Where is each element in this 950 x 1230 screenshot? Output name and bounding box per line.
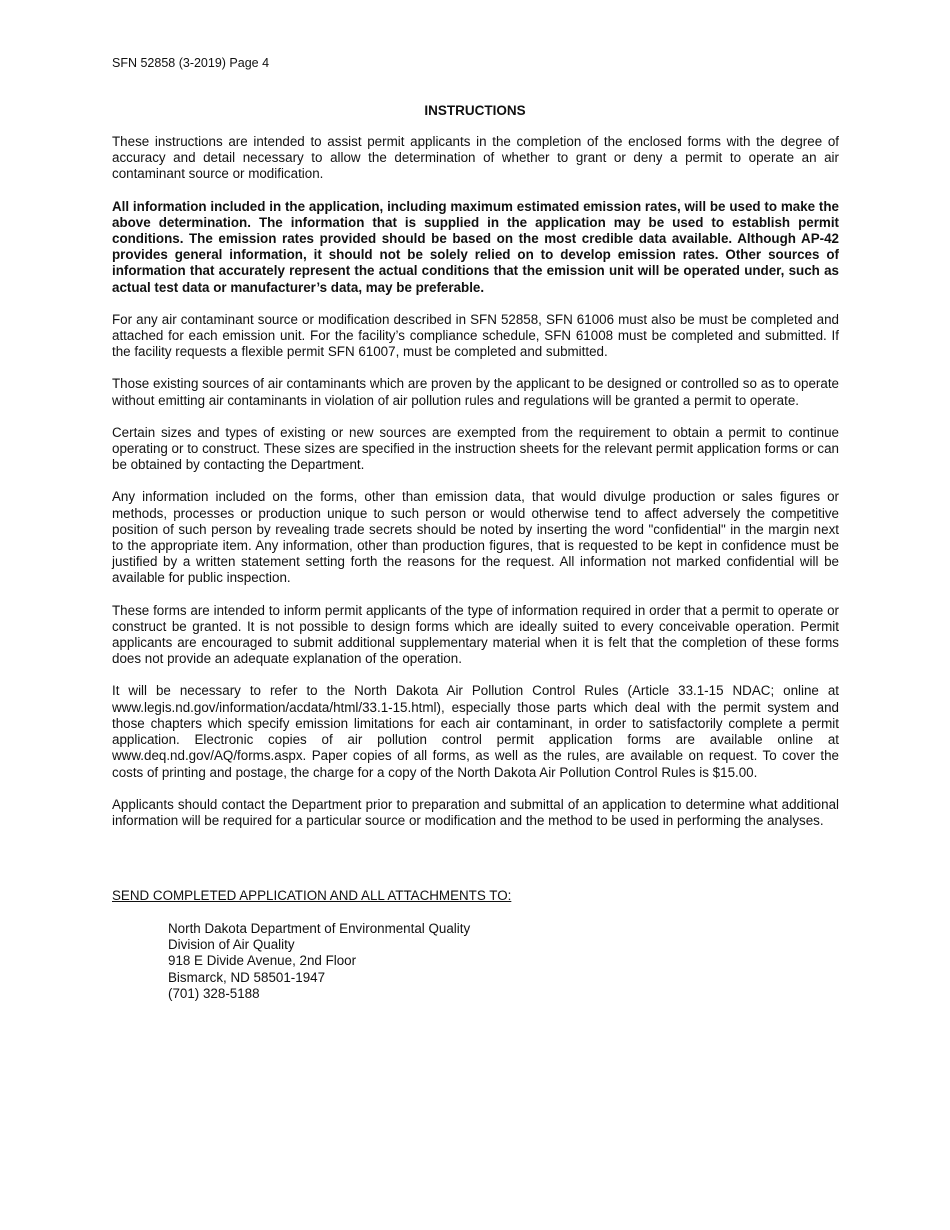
- paragraph-contact-department: Applicants should contact the Department prior to preparation and submittal of an application to determine what additional information will be required for a particular source or modification and the method to be used in performing the analyses.: [112, 796, 839, 828]
- form-page-header: SFN 52858 (3-2019) Page 4: [112, 56, 270, 70]
- paragraph-required-forms: For any air contaminant source or modification described in SFN 52858, SFN 61006 must also be must be completed and attached for each emission unit. For the facility’s compliance schedule, SFN 61008 must be completed and submitted. If the facility requests a flexible permit SFN 61007, must be completed and submitted.: [112, 311, 839, 360]
- paragraph-rules-reference: It will be necessary to refer to the North Dakota Air Pollution Control Rules (Article 33.1-15 NDAC; online at www.legis.nd.gov/information/acdata/html/33.1-15.html), especially those parts which deal with the permit system and those chapters which specify emission limitations for each air contaminant, in order to satisfactorily complete a permit application. Electronic copies of air pollution control permit application forms are available online at www.deq.nd.gov/AQ/forms.aspx. Paper copies of all forms, as well as the rules, are available on request. To cover the costs of printing and postage, the charge for a copy of the North Dakota Air Pollution Control Rules is $15.00.: [112, 683, 839, 780]
- address-street: 918 E Divide Avenue, 2nd Floor: [168, 953, 357, 969]
- paragraph-purpose: These instructions are intended to assist permit applicants in the completion of the enclosed forms with the degree of accuracy and detail necessary to allow the determination of whether to grant or deny a permit to operate an air contaminant source or modification.: [112, 134, 839, 182]
- send-to-heading: SEND COMPLETED APPLICATION AND ALL ATTACHMENTS TO:: [112, 888, 512, 903]
- address-phone: (701) 328-5188: [168, 985, 260, 1001]
- paragraph-confidential-info: Any information included on the forms, other than emission data, that would divulge production or sales figures or methods, processes or production unique to such person or would otherwise tend to affect adversely the competitive position of such person by revealing trade secrets should be noted by inserting the word "confidential" in the margin next to the appropriate item. Any information, other than production figures, that is requested to be kept in confidence must be justified by a written statement setting forth the reasons for the request. All information not marked confidential will be available for public inspection.: [112, 489, 839, 586]
- paragraph-emission-rates-notice: All information included in the application, including maximum estimated emission rates, will be used to make the above determination. The information that is supplied in the application may be used to establish permit conditions. The emission rates provided should be based on the most credible data available. Although AP-42 provides general information, it should not be solely relied on to develop emission rates. Other sources of information that accurately represent the actual conditions that the emission unit will be operated under, such as actual test data or manufacturer’s data, may be preferable.: [112, 198, 839, 295]
- address-organization: North Dakota Department of Environmental Quality: [168, 921, 471, 936]
- instructions-body: [112, 134, 839, 845]
- address-city-state-zip: Bismarck, ND 58501-1947: [168, 969, 326, 985]
- paragraph-exemptions: Certain sizes and types of existing or new sources are exempted from the requirement to obtain a permit to continue operating or to construct. These sizes are specified in the instruction sheets for the relevant permit application forms or can be obtained by contacting the Department.: [112, 424, 839, 473]
- paragraph-existing-sources: Those existing sources of air contaminants which are proven by the applicant to be designed or controlled so as to operate without emitting air contaminants in violation of air pollution rules and regulations will be granted a permit to operate.: [112, 376, 839, 408]
- paragraph-supplementary-material: These forms are intended to inform permit applicants of the type of information required in order that a permit to operate or construct be granted. It is not possible to design forms which are ideally suited to every conceivable operation. Permit applicants are encouraged to submit additional supplementary material when it is felt that the completion of these forms does not provide an adequate explanation of the operation.: [112, 602, 839, 667]
- mailing-address: [168, 921, 470, 1002]
- address-division: Division of Air Quality: [168, 937, 295, 953]
- page-title: INSTRUCTIONS: [424, 103, 526, 118]
